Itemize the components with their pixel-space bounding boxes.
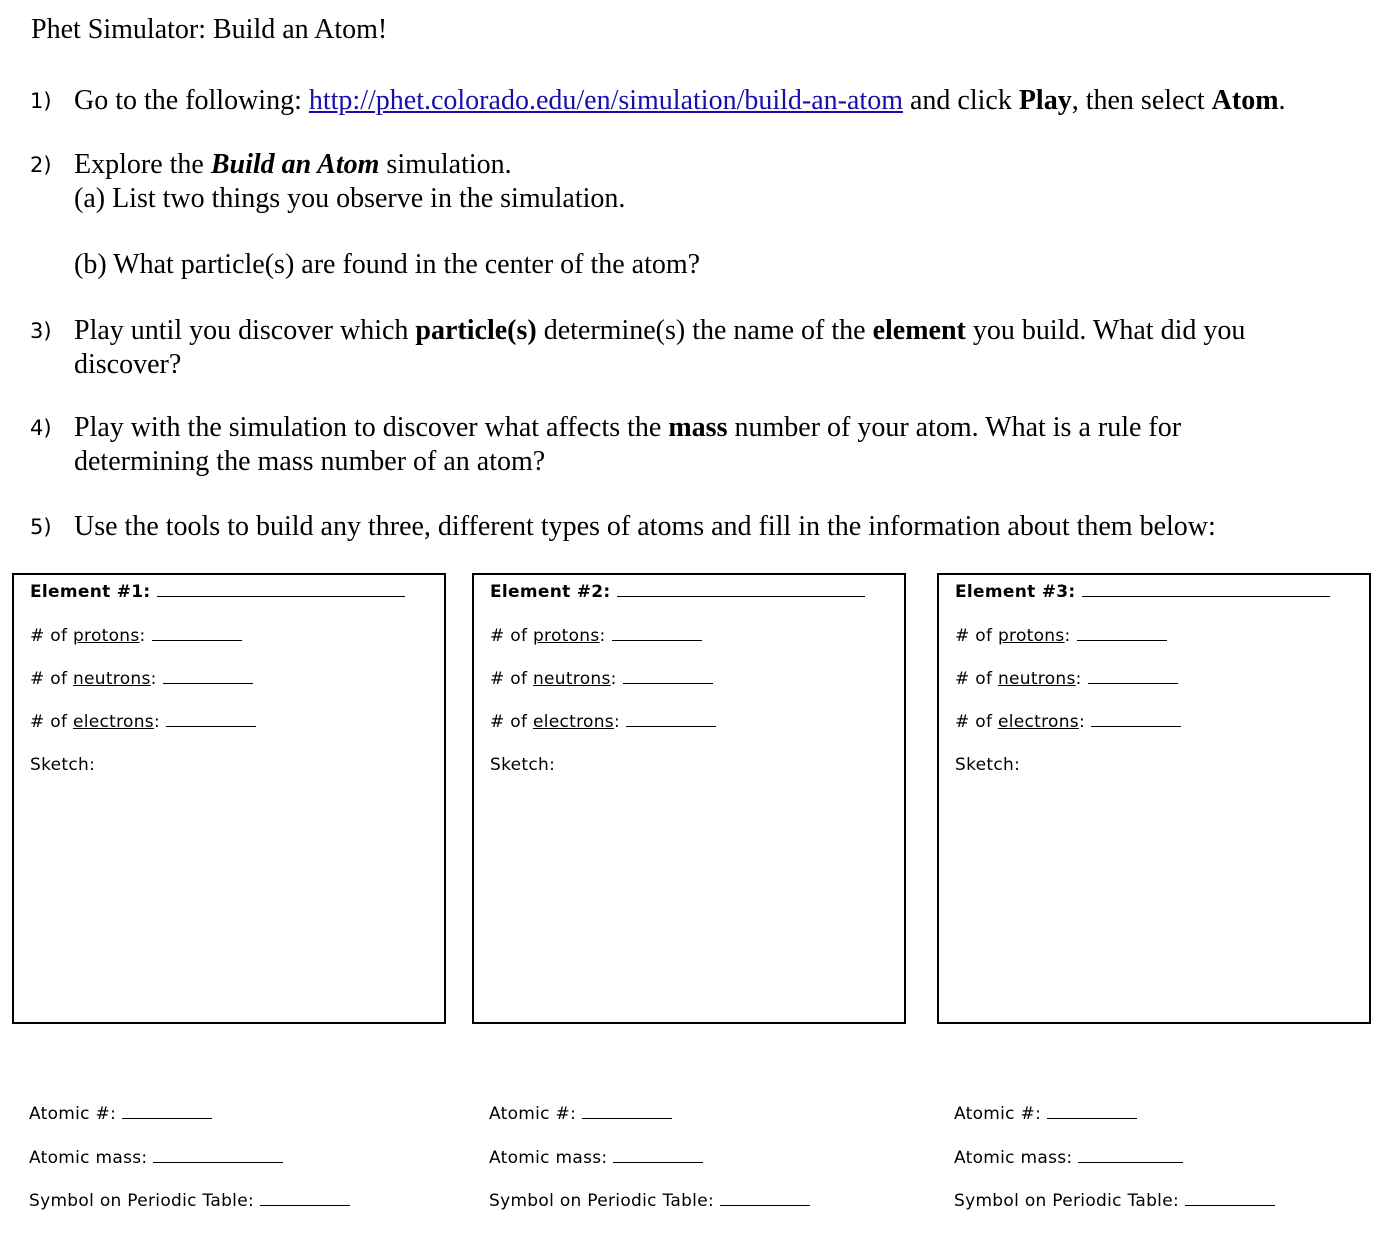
emphasis-element: element xyxy=(872,315,966,346)
question-text: . xyxy=(1278,85,1286,116)
label-text: : xyxy=(610,669,617,689)
electrons-blank[interactable] xyxy=(626,712,716,727)
electrons-label: electrons xyxy=(72,712,154,732)
label-text: # of xyxy=(30,626,73,646)
question-3 xyxy=(30,314,1245,382)
element-box-3 xyxy=(937,573,1371,1024)
symbol-blank[interactable] xyxy=(720,1191,810,1206)
question-number: 2) xyxy=(30,153,52,177)
neutrons-blank[interactable] xyxy=(1088,669,1178,684)
label-text: # of xyxy=(955,712,998,732)
atomic-number-blank[interactable] xyxy=(1047,1104,1137,1119)
question-text: Use the tools to build any three, different types of atoms and fill in the information about them below: xyxy=(74,511,1216,542)
label-text: # of xyxy=(490,669,533,689)
protons-label: protons xyxy=(532,626,600,646)
atomic-mass-label: Atomic mass: xyxy=(489,1148,608,1168)
question-2a: (a) List two things you observe in the simulation. xyxy=(74,183,626,214)
element-box-1 xyxy=(12,573,446,1024)
label-text: : xyxy=(613,712,620,732)
electrons-blank[interactable] xyxy=(166,712,256,727)
emphasis-atom: Atom xyxy=(1211,85,1279,116)
label-text: # of xyxy=(490,626,533,646)
element-title: Element #1: xyxy=(30,582,151,602)
electrons-blank[interactable] xyxy=(1091,712,1181,727)
question-4 xyxy=(30,411,1181,479)
element-name-blank[interactable] xyxy=(1082,582,1330,597)
question-2 xyxy=(30,148,700,282)
phet-link[interactable]: http://phet.colorado.edu/en/simulation/build-an-atom xyxy=(308,85,903,116)
label-text: : xyxy=(139,626,146,646)
question-text: Play until you discover which xyxy=(74,315,416,346)
question-text: simulation. xyxy=(379,149,512,180)
neutrons-blank[interactable] xyxy=(163,669,253,684)
question-text: Explore the xyxy=(74,149,211,180)
neutrons-blank[interactable] xyxy=(623,669,713,684)
neutrons-label: neutrons xyxy=(532,669,611,689)
neutrons-label: neutrons xyxy=(997,669,1076,689)
atomic-number-blank[interactable] xyxy=(122,1104,212,1119)
label-text: : xyxy=(153,712,160,732)
question-1 xyxy=(30,84,1286,118)
protons-label: protons xyxy=(997,626,1065,646)
element-name-blank[interactable] xyxy=(617,582,865,597)
page-title: Phet Simulator: Build an Atom! xyxy=(31,14,388,45)
question-text: Go to the following: xyxy=(74,85,309,116)
label-text: # of xyxy=(490,712,533,732)
element-box-2 xyxy=(472,573,906,1024)
neutrons-label: neutrons xyxy=(72,669,151,689)
label-text: : xyxy=(150,669,157,689)
label-text: # of xyxy=(30,669,73,689)
protons-blank[interactable] xyxy=(152,626,242,641)
symbol-label: Symbol on Periodic Table: xyxy=(954,1191,1179,1211)
question-number: 3) xyxy=(30,319,52,343)
atomic-mass-blank[interactable] xyxy=(613,1148,703,1163)
question-5 xyxy=(30,510,1216,544)
element-title: Element #3: xyxy=(955,582,1076,602)
symbol-label: Symbol on Periodic Table: xyxy=(29,1191,254,1211)
question-text: discover? xyxy=(74,349,182,380)
question-number: 1) xyxy=(30,89,52,113)
element-name-blank[interactable] xyxy=(157,582,405,597)
label-text: # of xyxy=(955,626,998,646)
protons-label: protons xyxy=(72,626,140,646)
emphasis-particles: particle(s) xyxy=(415,315,537,346)
emphasis-sim-name: Build an Atom xyxy=(210,149,380,180)
question-text: determine(s) the name of the xyxy=(536,315,873,346)
label-text: # of xyxy=(955,669,998,689)
atomic-number-blank[interactable] xyxy=(582,1104,672,1119)
atomic-number-label: Atomic #: xyxy=(29,1104,117,1124)
label-text: : xyxy=(599,626,606,646)
question-text: , then select xyxy=(1071,85,1212,116)
label-text: : xyxy=(1064,626,1071,646)
question-text: and click xyxy=(902,85,1019,116)
label-text: # of xyxy=(30,712,73,732)
atomic-mass-blank[interactable] xyxy=(1078,1148,1183,1163)
question-text: number of your atom. What is a rule for xyxy=(727,412,1182,443)
question-text: you build. What did you xyxy=(965,315,1246,346)
atomic-number-label: Atomic #: xyxy=(489,1104,577,1124)
label-text: : xyxy=(1075,669,1082,689)
label-text: : xyxy=(1078,712,1085,732)
electrons-label: electrons xyxy=(532,712,614,732)
emphasis-play: Play xyxy=(1018,85,1072,116)
symbol-blank[interactable] xyxy=(260,1191,350,1206)
protons-blank[interactable] xyxy=(612,626,702,641)
protons-blank[interactable] xyxy=(1077,626,1167,641)
electrons-label: electrons xyxy=(997,712,1079,732)
question-number: 5) xyxy=(30,515,52,539)
atomic-number-label: Atomic #: xyxy=(954,1104,1042,1124)
sketch-label: Sketch: xyxy=(30,755,96,775)
symbol-label: Symbol on Periodic Table: xyxy=(489,1191,714,1211)
question-text: determining the mass number of an atom? xyxy=(74,446,546,477)
element-title: Element #2: xyxy=(490,582,611,602)
sketch-label: Sketch: xyxy=(490,755,556,775)
atomic-mass-label: Atomic mass: xyxy=(29,1148,148,1168)
symbol-blank[interactable] xyxy=(1185,1191,1275,1206)
sketch-label: Sketch: xyxy=(955,755,1021,775)
atomic-mass-blank[interactable] xyxy=(153,1148,283,1163)
question-text: Play with the simulation to discover what affects the xyxy=(74,412,669,443)
atomic-mass-label: Atomic mass: xyxy=(954,1148,1073,1168)
question-2b: (b) What particle(s) are found in the center of the atom? xyxy=(74,249,701,280)
question-number: 4) xyxy=(30,416,52,440)
emphasis-mass: mass xyxy=(668,412,728,443)
